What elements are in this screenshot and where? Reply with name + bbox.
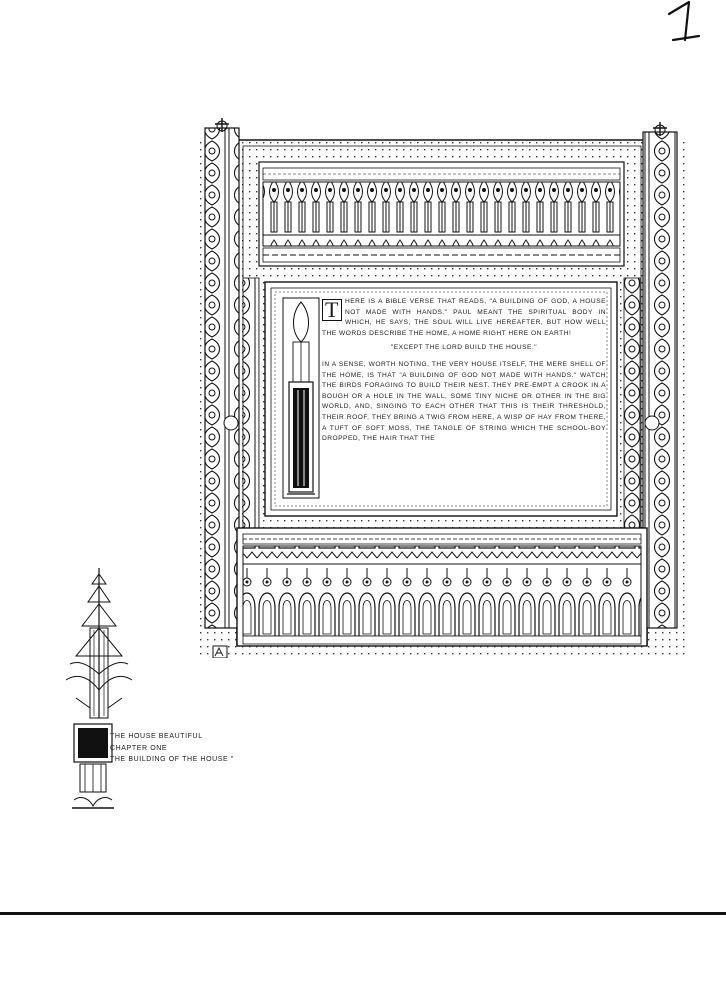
caption-book-title: THE HOUSE BEAUTIFUL (110, 733, 203, 740)
page-rule (0, 912, 726, 915)
chapter-caption (110, 731, 260, 766)
drop-cap: T (322, 299, 342, 321)
second-paragraph: IN A SENSE, WORTH NOTING, THE VERY HOUSE ITSELF, THE MERE SHELL OF THE HOME, IS THAT "A BUILDING OF GOD NOT MADE WITH HANDS." WATCH THE BIRDS FORAGING TO BUILD THEIR NEST. THEY PRE-EMPT A CROOK IN A BOUGH OR A HOLE IN THE WALL, SOME TINY NICHE OR OTHER IN THE BIG WORLD, AND, SINGING TO EACH OTHER THAT THIS IS THEIR THRESHOLD, THEIR ROOF, THEY BRING A TWIG FROM HERE, A WISP OF HAY FROM THERE, A TUFT OF SOFT MOSS, THE TANGLE OF STRING WHICH THE SCHOOL-BOY DROPPED, THE HAIR THAT THE (322, 360, 606, 443)
tower-ornament (64, 568, 134, 818)
first-paragraph-text: HERE IS A BIBLE VERSE THAT READS, "A BUILDING OF GOD, A HOUSE NOT MADE WITH HANDS." PAUL MEANT THE SPIRITUAL BODY IN WHICH, HE SAYS, THE SOUL WILL LIVE HEREAFTER, BUT HOW WELL THE WORDS DESCRIBE THE HOME, A HOME RIGHT HERE ON EARTH! (322, 298, 606, 337)
caption-chapter: CHAPTER ONE (110, 744, 168, 752)
caption-chapter-title: THE BUILDING OF THE HOUSE " (110, 756, 234, 763)
first-paragraph (322, 297, 606, 339)
scripture-quote: "EXCEPT THE LORD BUILD THE HOUSE." (390, 344, 538, 352)
text-panel (322, 297, 606, 487)
page-number-mark (655, 0, 705, 50)
